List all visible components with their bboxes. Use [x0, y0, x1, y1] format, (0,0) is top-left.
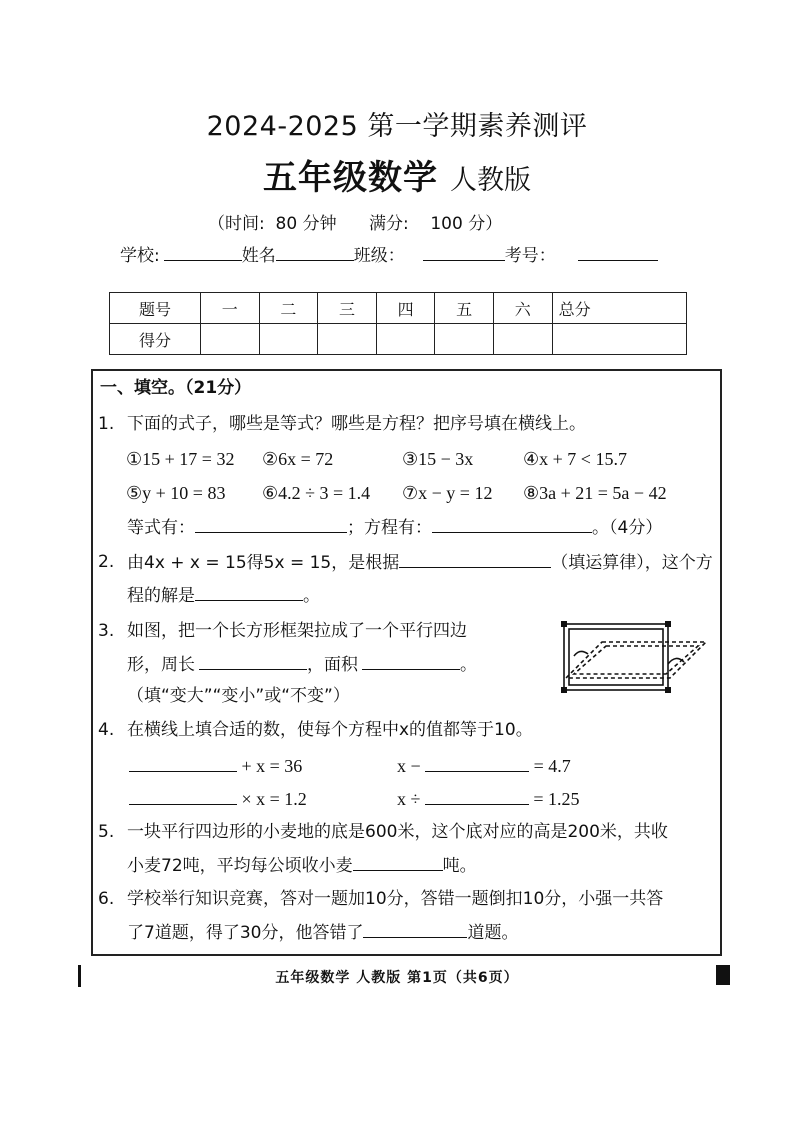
question-6-line-2 [127, 921, 518, 944]
number-blank[interactable] [578, 244, 658, 261]
q4-blank-3[interactable] [129, 788, 237, 805]
school-blank[interactable] [164, 244, 242, 261]
rectangle-frame-outer [564, 624, 668, 690]
table-cell: 六 [493, 293, 552, 324]
question-3-line-2 [127, 653, 477, 676]
page-footer: 五年级数学 人教版 第1页（共6页） [275, 970, 519, 986]
score-cell[interactable] [493, 324, 552, 355]
student-info-line [120, 241, 658, 266]
q4-eq1-text: + x = 36 [241, 756, 303, 776]
parallelogram-inner-outline [574, 646, 698, 674]
score-cell[interactable] [376, 324, 435, 355]
edition-label: 人教版 [450, 165, 531, 196]
q6-wrong-blank[interactable] [363, 921, 467, 938]
q2-solution-blank[interactable] [195, 584, 303, 601]
q1-formulas-label: ；方程有： [347, 518, 432, 538]
q5-yield-blank[interactable] [353, 854, 443, 871]
q1-item-7: ⑦x − y = 12 [402, 483, 493, 503]
angle-arc-left [574, 651, 588, 656]
score-cell[interactable] [201, 324, 260, 355]
q3-text-d: 。 [460, 655, 477, 675]
parallelogram-outline [566, 642, 706, 678]
q4-eq2-post: = 4.7 [533, 756, 571, 776]
corner-nail [665, 687, 671, 693]
q1-item-3: ③15 − 3x [402, 449, 474, 469]
question-3-line-3: （填“变大”“变小”或“不变”） [127, 686, 350, 706]
q1-equations-label: 等式有： [127, 518, 195, 538]
table-cell: 一 [201, 293, 260, 324]
q4-equation-1 [129, 755, 302, 777]
exam-title: 2024-2025 第一学期素养测评 [206, 111, 588, 142]
number-label: 考号： [504, 246, 556, 266]
table-cell: 总分 [552, 293, 686, 324]
q1-item-2: ②6x = 72 [262, 449, 334, 469]
name-label: 姓名 [241, 246, 276, 266]
q1-item-5: ⑤y + 10 = 83 [126, 483, 226, 503]
class-label: 班级： [353, 246, 405, 266]
table-cell: 三 [318, 293, 377, 324]
question-1-number: 1. [98, 414, 115, 434]
rectangle-frame-inner [569, 629, 663, 685]
question-3-line-1: 如图，把一个长方形框架拉成了一个平行四边 [127, 621, 467, 641]
score-cell[interactable] [552, 324, 686, 355]
q3-area-blank[interactable] [362, 653, 460, 670]
corner-nail [561, 621, 567, 627]
corner-nail [561, 687, 567, 693]
corner-nail [665, 621, 671, 627]
score-cell[interactable] [318, 324, 377, 355]
score-cell[interactable] [435, 324, 494, 355]
q4-blank-4[interactable] [425, 788, 529, 805]
question-4-text: 在横线上填合适的数，使每个方程中x的值都等于10。 [127, 720, 533, 740]
q1-item-1: ①15 + 17 = 32 [126, 449, 235, 469]
table-cell: 题号 [110, 293, 201, 324]
score-table-header-row [110, 293, 687, 324]
q1-item-8: ⑧3a + 21 = 5a − 42 [523, 483, 667, 503]
q6-text-b: 了7道题，得了30分，他答错了 [127, 923, 364, 943]
name-blank[interactable] [276, 244, 354, 261]
q4-eq4-pre: x ÷ [397, 789, 421, 809]
q1-answer-line [127, 516, 662, 539]
question-2-line-2 [127, 584, 320, 607]
q3-text-c: ，面积 [307, 655, 358, 675]
q4-equation-2 [397, 755, 571, 777]
score-cell[interactable] [259, 324, 318, 355]
subject-name: 五年级数学 [263, 158, 438, 198]
q4-blank-1[interactable] [129, 755, 237, 772]
question-4-number: 4. [98, 720, 115, 740]
q2-text-a: 由4x + x = 15得5x = 15，是根据 [127, 553, 400, 573]
q6-text-c: 道题。 [467, 923, 519, 943]
time-info: （时间: 80 分钟 满分: 100 分） [208, 214, 503, 234]
question-2-number: 2. [98, 552, 115, 572]
question-2-line-1 [127, 551, 713, 574]
subject-title [0, 150, 794, 199]
question-5-number: 5. [98, 822, 115, 842]
q5-text-b: 小麦72吨，平均每公顷收小麦 [127, 856, 353, 876]
q2-law-blank[interactable] [399, 551, 551, 568]
question-5-line-1: 一块平行四边形的小麦地的底是600米，这个底对应的高是200米，共收 [127, 822, 668, 842]
q4-equation-4 [397, 788, 580, 810]
question-6-line-1: 学校举行知识竞赛，答对一题加10分，答错一题倒扣10分，小强一共答 [127, 889, 664, 909]
q4-eq4-post: = 1.25 [533, 789, 580, 809]
school-label: 学校: [120, 246, 160, 266]
score-table-score-row [110, 324, 687, 355]
table-cell: 得分 [110, 324, 201, 355]
binding-mark-right [716, 965, 730, 985]
table-cell: 二 [259, 293, 318, 324]
question-1-text: 下面的式子，哪些是等式？哪些是方程？把序号填在横线上。 [127, 414, 586, 434]
rectangle-parallelogram-figure [556, 620, 708, 696]
q2-text-c: 程的解是 [127, 586, 195, 606]
question-3-number: 3. [98, 621, 115, 641]
q4-eq2-pre: x − [397, 756, 421, 776]
table-cell: 五 [435, 293, 494, 324]
q1-item-4: ④x + 7 < 15.7 [523, 449, 627, 469]
q2-text-d: 。 [303, 586, 320, 606]
q4-eq3-text: × x = 1.2 [241, 789, 307, 809]
table-cell: 四 [376, 293, 435, 324]
q5-text-c: 吨。 [442, 856, 477, 876]
q3-perimeter-blank[interactable] [199, 653, 307, 670]
q1-item-6: ⑥4.2 ÷ 3 = 1.4 [262, 483, 371, 503]
question-5-line-2 [127, 854, 477, 877]
question-6-number: 6. [98, 889, 115, 909]
class-blank[interactable] [423, 244, 505, 261]
q1-formulas-blank[interactable] [432, 516, 592, 533]
q2-text-b: （填运算律），这个方 [551, 553, 713, 573]
q4-blank-2[interactable] [425, 755, 529, 772]
q4-equation-3 [129, 788, 307, 810]
q1-points: 。（4分） [592, 518, 663, 538]
q1-equations-blank[interactable] [195, 516, 347, 533]
score-table [109, 292, 687, 355]
section-title: 一、填空。（21分） [100, 378, 252, 398]
q3-text-b: 形，周长 [127, 655, 195, 675]
